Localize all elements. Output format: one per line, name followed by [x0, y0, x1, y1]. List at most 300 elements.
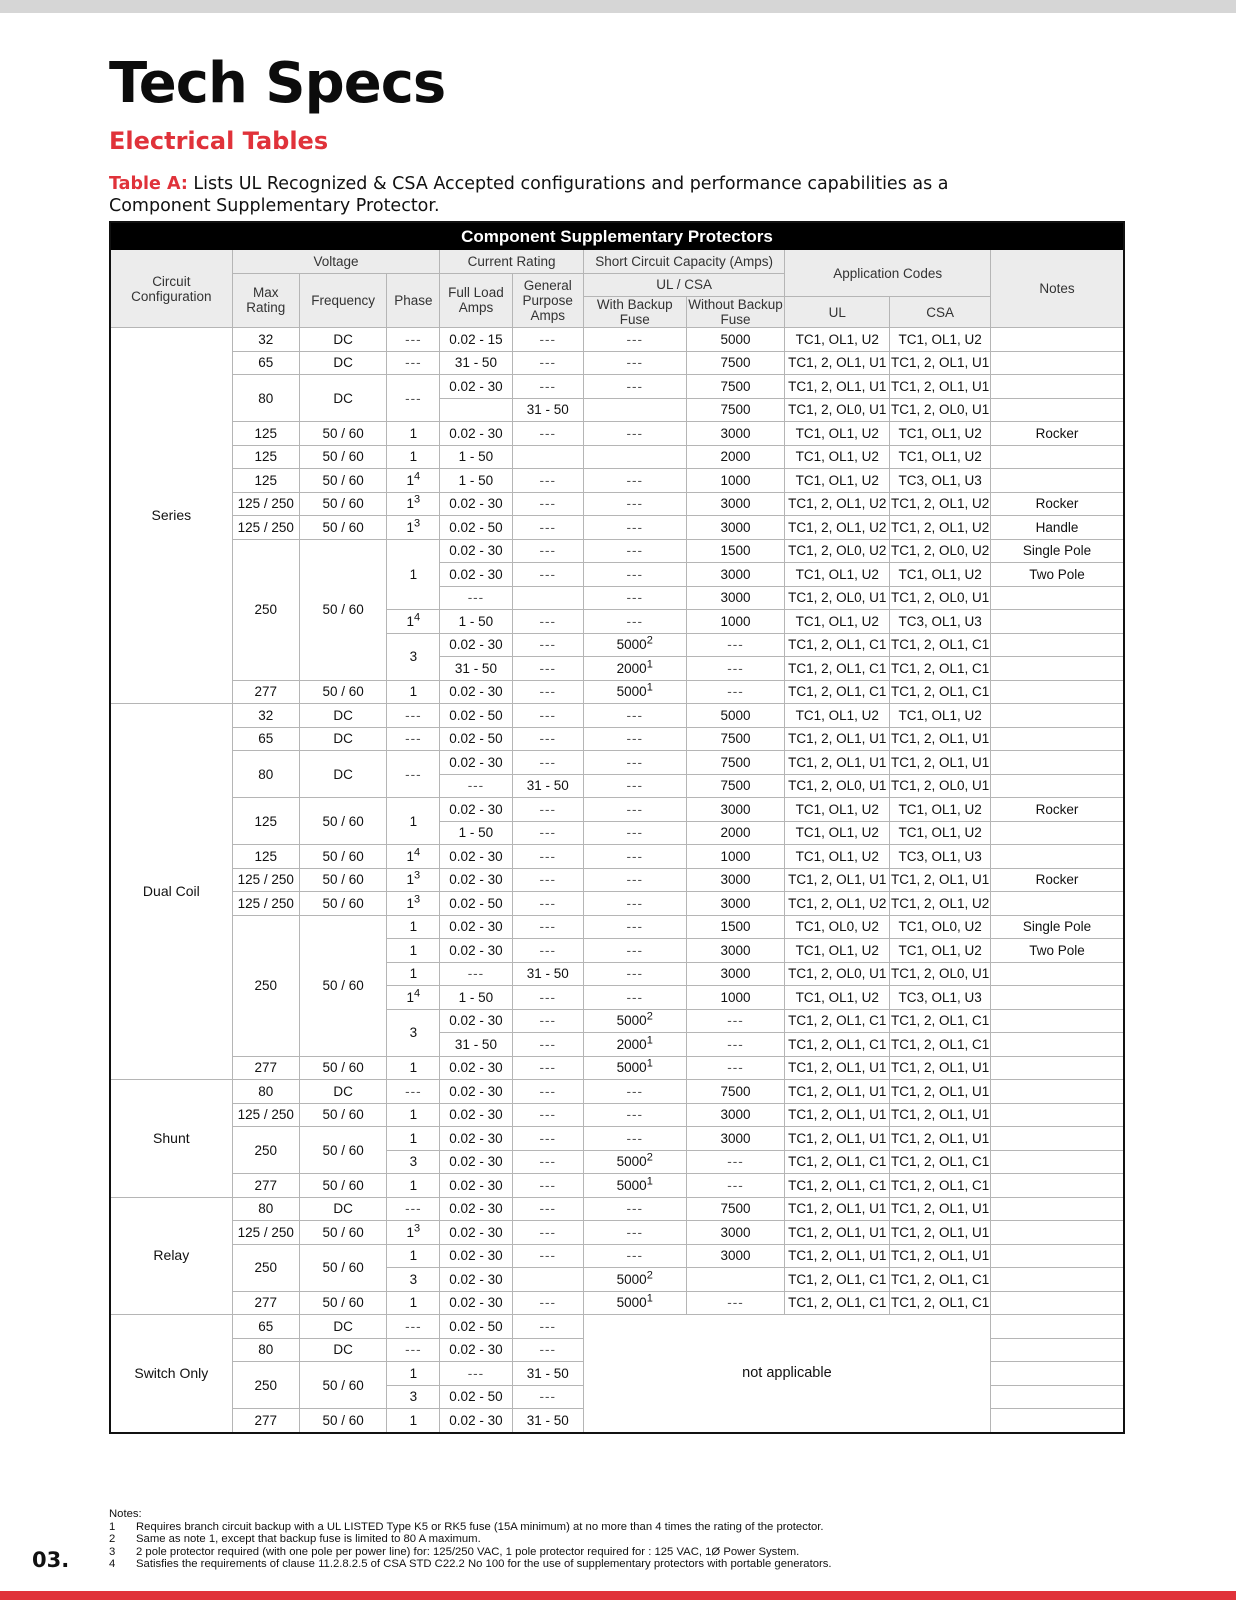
max-cell — [232, 1244, 299, 1291]
phase-cell — [387, 1385, 440, 1409]
freq-cell — [299, 798, 387, 845]
freq-cell-text: DC — [333, 1318, 353, 1334]
with-cell-text: --- — [626, 543, 643, 559]
phase-cell-text: 1 — [406, 848, 415, 864]
gpa-cell — [512, 1009, 583, 1033]
ul-cell — [785, 445, 890, 469]
gpa-cell-text: --- — [539, 1201, 556, 1217]
max-cell — [232, 351, 299, 375]
gpa-cell-text: --- — [539, 637, 556, 653]
ul-cell-text: TC1, 2, OL0, U2 — [788, 543, 887, 559]
without-cell — [686, 1009, 785, 1033]
note-cell-text: Rocker — [1035, 872, 1079, 888]
gpa-cell — [512, 1103, 583, 1127]
circuit-configuration-cell — [110, 704, 232, 1080]
without-cell-text: --- — [727, 660, 744, 676]
fla-cell — [440, 398, 512, 422]
fla-cell-text: 0.02 - 50 — [449, 1389, 503, 1405]
csa-cell-text: TC1, 2, OL1, C1 — [890, 1295, 990, 1311]
phase-cell — [387, 1174, 440, 1198]
ul-cell-text: TC1, 2, OL1, U1 — [788, 1060, 887, 1076]
ul-cell — [785, 586, 890, 610]
max-cell-text: 125 / 250 — [237, 872, 294, 888]
without-cell — [686, 704, 785, 728]
gpa-cell — [512, 727, 583, 751]
without-cell — [686, 422, 785, 446]
footnote-ref: 1 — [646, 1292, 653, 1305]
phase-cell — [387, 633, 440, 680]
without-cell-text: 7500 — [720, 1083, 751, 1099]
max-cell-text: 125 — [254, 472, 278, 488]
with-cell-text: --- — [626, 590, 643, 606]
circuit-configuration-cell — [110, 1080, 232, 1198]
note-cell-text: Rocker — [1035, 496, 1079, 512]
phase-cell — [387, 1268, 440, 1292]
csa-cell-text: TC1, 2, OL1, U2 — [890, 519, 990, 535]
csa-cell — [890, 328, 991, 352]
phase-cell — [387, 1315, 440, 1339]
gpa-cell-text: --- — [539, 1248, 556, 1264]
table-row — [110, 492, 1124, 516]
fla-cell-text: 31 - 50 — [454, 660, 497, 676]
gpa-cell-text: --- — [539, 1013, 556, 1029]
csa-cell-text: TC1, OL1, U2 — [898, 942, 982, 958]
max-cell — [232, 516, 299, 540]
table-row — [110, 516, 1124, 540]
max-cell — [232, 1127, 299, 1174]
fla-cell-text: 0.02 - 30 — [449, 801, 503, 817]
header-without-backup-fuse: Without Backup Fuse — [686, 297, 785, 328]
fla-cell-text: 0.02 - 50 — [449, 895, 503, 911]
phase-cell — [387, 1197, 440, 1221]
csa-cell-text: TC1, 2, OL1, U1 — [890, 731, 990, 747]
ul-cell — [785, 868, 890, 892]
ul-cell-text: TC1, OL1, U2 — [795, 472, 879, 488]
fla-cell-text: 0.02 - 30 — [449, 1201, 503, 1217]
without-cell-text: 7500 — [720, 754, 751, 770]
phase-cell-text: 3 — [409, 1154, 418, 1170]
freq-cell — [299, 704, 387, 728]
phase-cell-text: 1 — [406, 496, 415, 512]
with-cell — [583, 892, 686, 916]
without-cell — [686, 1174, 785, 1198]
max-cell-text: 65 — [258, 355, 274, 371]
max-cell — [232, 727, 299, 751]
ul-cell — [785, 1244, 890, 1268]
csa-cell — [890, 469, 991, 493]
table-row — [110, 704, 1124, 728]
ul-cell — [785, 1268, 890, 1292]
freq-cell-text: 50 / 60 — [322, 848, 364, 864]
gpa-cell — [512, 1291, 583, 1315]
header-circuit-configuration: Circuit Configuration — [110, 250, 232, 328]
gpa-cell — [512, 375, 583, 399]
phase-cell-text: 1 — [409, 1177, 418, 1193]
with-cell-text: --- — [626, 707, 643, 723]
gpa-cell — [512, 1409, 583, 1433]
csa-cell — [890, 610, 991, 634]
ul-cell-text: TC1, 2, OL0, U1 — [788, 590, 887, 606]
csa-cell-text: TC3, OL1, U3 — [898, 472, 982, 488]
table-title: Component Supplementary Protectors — [110, 222, 1124, 250]
csa-cell — [890, 962, 991, 986]
gpa-cell-text: --- — [539, 1083, 556, 1099]
gpa-cell-text: --- — [539, 895, 556, 911]
phase-cell — [387, 422, 440, 446]
footnote — [109, 1558, 832, 1571]
csa-cell — [890, 1127, 991, 1151]
with-cell — [583, 586, 686, 610]
ul-cell-text: TC1, 2, OL1, U1 — [788, 378, 887, 394]
footnote-text: Same as note 1, except that backup fuse is limited to 80 A maximum. — [136, 1533, 481, 1546]
gpa-cell — [512, 657, 583, 681]
freq-cell — [299, 1174, 387, 1198]
with-cell-text: --- — [626, 989, 643, 1005]
max-cell-text: 277 — [254, 1412, 278, 1428]
without-cell — [686, 657, 785, 681]
page-subtitle: Electrical Tables — [109, 127, 329, 155]
header-phase: Phase — [387, 273, 440, 328]
max-cell — [232, 469, 299, 493]
phase-cell — [387, 445, 440, 469]
with-cell-text: 5000 — [616, 684, 647, 700]
ul-cell — [785, 680, 890, 704]
ul-cell — [785, 915, 890, 939]
csa-cell — [890, 986, 991, 1010]
csa-cell — [890, 1221, 991, 1245]
fla-cell — [440, 422, 512, 446]
table-row — [110, 1174, 1124, 1198]
freq-cell-text: 50 / 60 — [322, 872, 364, 888]
with-cell — [583, 798, 686, 822]
fla-cell-text: 0.02 - 50 — [449, 519, 503, 535]
gpa-cell — [512, 328, 583, 352]
max-cell-text: 65 — [258, 731, 274, 747]
ul-cell-text: TC1, OL1, U2 — [795, 989, 879, 1005]
freq-cell — [299, 751, 387, 798]
gpa-cell — [512, 1080, 583, 1104]
fla-cell — [440, 1244, 512, 1268]
ul-cell-text: TC1, 2, OL1, C1 — [788, 1295, 887, 1311]
ul-cell — [785, 1033, 890, 1057]
phase-cell-text: 1 — [409, 1412, 418, 1428]
max-cell — [232, 1174, 299, 1198]
max-cell — [232, 704, 299, 728]
fla-cell — [440, 1150, 512, 1174]
csa-cell-text: TC1, 2, OL1, U1 — [890, 1083, 990, 1099]
max-cell-text: 250 — [254, 1260, 278, 1275]
ul-cell — [785, 610, 890, 634]
note-cell — [991, 1103, 1125, 1127]
gpa-cell — [512, 422, 583, 446]
footnote-ref: 2 — [646, 1010, 653, 1023]
phase-cell — [387, 1103, 440, 1127]
fla-cell-text: 0.02 - 15 — [449, 331, 503, 347]
csa-cell — [890, 727, 991, 751]
gpa-cell — [512, 492, 583, 516]
phase-cell — [387, 704, 440, 728]
footnote-number: 4 — [109, 1558, 116, 1571]
max-cell-text: 250 — [254, 1142, 278, 1158]
fla-cell — [440, 1338, 512, 1362]
table-row — [110, 727, 1124, 751]
phase-cell — [387, 1009, 440, 1056]
max-cell-text: 125 — [254, 425, 278, 441]
phase-cell-text: 1 — [409, 1248, 418, 1264]
note-cell — [991, 727, 1125, 751]
freq-cell-text: 50 / 60 — [322, 1224, 364, 1240]
csa-cell-text: TC3, OL1, U3 — [898, 613, 982, 629]
max-cell-text: 250 — [254, 602, 278, 617]
with-cell — [583, 469, 686, 493]
without-cell-text: 3000 — [720, 872, 751, 888]
phase-cell — [387, 1056, 440, 1080]
fla-cell-text: 1 - 50 — [458, 449, 494, 465]
ul-cell — [785, 539, 890, 563]
with-cell — [583, 1150, 686, 1174]
table-row — [110, 1315, 1124, 1339]
with-cell-text: 5000 — [616, 637, 647, 653]
without-cell-text: --- — [727, 637, 744, 653]
csa-cell — [890, 445, 991, 469]
gpa-cell — [512, 774, 583, 798]
fla-cell — [440, 1103, 512, 1127]
csa-cell — [890, 375, 991, 399]
note-cell-text: Rocker — [1035, 801, 1079, 817]
max-cell-text: 277 — [254, 1295, 278, 1311]
max-cell — [232, 445, 299, 469]
freq-cell — [299, 1080, 387, 1104]
table-row — [110, 351, 1124, 375]
note-cell — [991, 821, 1125, 845]
header-voltage: Voltage — [232, 250, 440, 274]
footnote-ref: 1 — [646, 1057, 653, 1070]
phase-cell — [387, 351, 440, 375]
csa-cell — [890, 845, 991, 869]
freq-cell-text: 50 / 60 — [322, 425, 364, 441]
with-cell — [583, 986, 686, 1010]
header-application-codes: Application Codes — [785, 250, 991, 297]
with-cell — [583, 1174, 686, 1198]
ul-cell-text: TC1, 2, OL1, C1 — [788, 1036, 887, 1052]
without-cell-text: 7500 — [720, 402, 751, 418]
top-bar — [0, 0, 1236, 13]
csa-cell-text: TC1, OL1, U2 — [898, 449, 982, 465]
phase-cell-text: --- — [405, 1318, 422, 1334]
phase-cell-text: 1 — [406, 472, 415, 488]
gpa-cell-text: --- — [539, 543, 556, 559]
csa-cell-text: TC1, 2, OL1, U1 — [890, 1248, 990, 1264]
fla-cell-text: --- — [467, 590, 485, 606]
fla-cell-text: 0.02 - 30 — [449, 942, 503, 958]
max-cell-text: 32 — [258, 331, 274, 347]
note-cell — [991, 774, 1125, 798]
table-row — [110, 680, 1124, 704]
note-cell — [991, 751, 1125, 775]
with-cell-text: 5000 — [616, 1271, 647, 1287]
ul-cell — [785, 1127, 890, 1151]
gpa-cell — [512, 1268, 583, 1292]
without-cell-text: --- — [727, 1177, 744, 1193]
fla-cell — [440, 1385, 512, 1409]
phase-cell — [387, 492, 440, 516]
without-cell-text: 2000 — [720, 449, 751, 465]
with-cell-text: --- — [626, 378, 643, 394]
footnote-text: Requires branch circuit backup with a UL LISTED Type K5 or RK5 fuse (15A minimum) at no more than 4 times the rating of the protector. — [136, 1520, 824, 1533]
fla-cell — [440, 1009, 512, 1033]
fla-cell — [440, 328, 512, 352]
footnote-ref: 2 — [646, 634, 653, 647]
without-cell-text: 7500 — [720, 355, 751, 371]
fla-cell — [440, 1315, 512, 1339]
phase-cell-text: 1 — [406, 613, 415, 629]
ul-cell — [785, 727, 890, 751]
header-short-circuit-capacity: Short Circuit Capacity (Amps) — [583, 250, 785, 274]
bottom-bar — [0, 1591, 1236, 1600]
fla-cell-text: 0.02 - 30 — [449, 1271, 503, 1287]
footnote-ref: 4 — [414, 611, 421, 624]
gpa-cell — [512, 1033, 583, 1057]
csa-cell-text: TC1, 2, OL1, U1 — [890, 1201, 990, 1217]
phase-cell — [387, 751, 440, 798]
ul-cell — [785, 657, 890, 681]
phase-cell-text: 3 — [409, 1271, 418, 1287]
table-row — [110, 915, 1124, 939]
fla-cell-text: 0.02 - 30 — [449, 378, 503, 394]
gpa-cell-text: --- — [539, 989, 556, 1005]
note-cell — [991, 1127, 1125, 1151]
gpa-cell — [512, 751, 583, 775]
freq-cell — [299, 1244, 387, 1291]
phase-cell — [387, 516, 440, 540]
fla-cell — [440, 798, 512, 822]
fla-cell — [440, 1409, 512, 1433]
gpa-cell — [512, 798, 583, 822]
freq-cell-text: 50 / 60 — [322, 978, 364, 993]
gpa-cell — [512, 962, 583, 986]
footnote-ref: 3 — [414, 893, 421, 906]
freq-cell-text: 50 / 60 — [322, 1377, 364, 1393]
ul-cell-text: TC1, 2, OL1, C1 — [788, 1271, 887, 1287]
freq-cell-text: 50 / 60 — [322, 602, 364, 617]
without-cell — [686, 539, 785, 563]
ul-cell-text: TC1, 2, OL1, U1 — [788, 1130, 887, 1146]
fla-cell-text: 1 - 50 — [458, 613, 494, 629]
max-cell-text: 80 — [258, 1342, 274, 1358]
without-cell-text: 3000 — [720, 1224, 751, 1240]
with-cell-text: 2000 — [616, 1036, 647, 1052]
header-general-purpose-amps: General Purpose Amps — [512, 273, 583, 328]
with-cell — [583, 751, 686, 775]
without-cell-text: --- — [727, 684, 744, 700]
fla-cell — [440, 1197, 512, 1221]
fla-cell — [440, 821, 512, 845]
without-cell — [686, 469, 785, 493]
note-cell — [991, 492, 1125, 516]
with-cell — [583, 1221, 686, 1245]
ul-cell-text: TC1, 2, OL1, U1 — [788, 1248, 887, 1264]
with-cell — [583, 1244, 686, 1268]
fla-cell — [440, 774, 512, 798]
phase-cell-text: 1 — [409, 919, 418, 935]
with-cell-text: --- — [626, 1130, 643, 1146]
without-cell — [686, 375, 785, 399]
without-cell-text: 2000 — [720, 825, 751, 841]
note-cell — [991, 845, 1125, 869]
with-cell-text: --- — [626, 566, 643, 582]
table-intro — [109, 173, 1009, 217]
gpa-cell-text: --- — [539, 1295, 556, 1311]
phase-cell-text: --- — [405, 390, 422, 406]
fla-cell-text: 0.02 - 30 — [449, 1083, 503, 1099]
fla-cell-text: 1 - 50 — [458, 472, 494, 488]
without-cell-text: 3000 — [720, 519, 751, 535]
ul-cell — [785, 563, 890, 587]
footnote — [109, 1521, 832, 1534]
csa-cell-text: TC1, 2, OL1, U1 — [890, 355, 990, 371]
fla-cell-text: 0.02 - 30 — [449, 848, 503, 864]
ul-cell-text: TC1, 2, OL1, U1 — [788, 1201, 887, 1217]
footnote-number: 1 — [109, 1520, 116, 1533]
freq-cell-text: DC — [333, 731, 353, 747]
footnote-text: Satisfies the requirements of clause 11.2.8.2.5 of CSA STD C22.2 No 100 for the use of supplementary protectors with portable generators. — [136, 1558, 832, 1571]
note-cell-text: Two Pole — [1029, 942, 1085, 958]
ul-cell — [785, 1291, 890, 1315]
phase-cell — [387, 1244, 440, 1268]
with-cell-text: --- — [626, 778, 643, 794]
max-cell — [232, 375, 299, 422]
fla-cell — [440, 351, 512, 375]
phase-cell-text: 1 — [409, 942, 418, 958]
freq-cell-text: 50 / 60 — [322, 1177, 364, 1193]
note-cell — [991, 1197, 1125, 1221]
gpa-cell — [512, 1315, 583, 1339]
with-cell-text: 5000 — [616, 1154, 647, 1170]
fla-cell — [440, 657, 512, 681]
with-cell-text: --- — [626, 519, 643, 535]
csa-cell-text: TC1, 2, OL0, U1 — [890, 402, 990, 418]
csa-cell-text: TC1, 2, OL1, U1 — [890, 754, 990, 770]
freq-cell-text: 50 / 60 — [322, 1260, 364, 1275]
with-cell — [583, 563, 686, 587]
fla-cell — [440, 727, 512, 751]
without-cell — [686, 939, 785, 963]
csa-cell-text: TC1, 2, OL1, U1 — [890, 1224, 990, 1240]
with-cell-text: 5000 — [616, 1295, 647, 1311]
fla-cell — [440, 939, 512, 963]
freq-cell-text: 50 / 60 — [322, 684, 364, 700]
header-with-backup-fuse: With Backup Fuse — [583, 297, 686, 328]
max-cell-text: 65 — [258, 1318, 274, 1334]
note-cell — [991, 986, 1125, 1010]
csa-cell-text: TC1, 2, OL1, U1 — [890, 1107, 990, 1123]
csa-cell-text: TC1, 2, OL1, C1 — [890, 1036, 990, 1052]
gpa-cell — [512, 821, 583, 845]
with-cell-text: --- — [626, 355, 643, 371]
table-row — [110, 375, 1124, 399]
gpa-cell-text: --- — [539, 1130, 556, 1146]
ul-cell — [785, 821, 890, 845]
freq-cell-text: DC — [333, 1083, 353, 1099]
phase-cell — [387, 939, 440, 963]
ul-cell — [785, 351, 890, 375]
fla-cell-text: 0.02 - 30 — [449, 754, 503, 770]
header-csa: CSA — [890, 297, 991, 328]
without-cell — [686, 1033, 785, 1057]
fla-cell-text: 0.02 - 30 — [449, 1060, 503, 1076]
footnote-number: 2 — [109, 1533, 116, 1546]
circuit-configuration-cell-text: Switch Only — [134, 1364, 209, 1381]
